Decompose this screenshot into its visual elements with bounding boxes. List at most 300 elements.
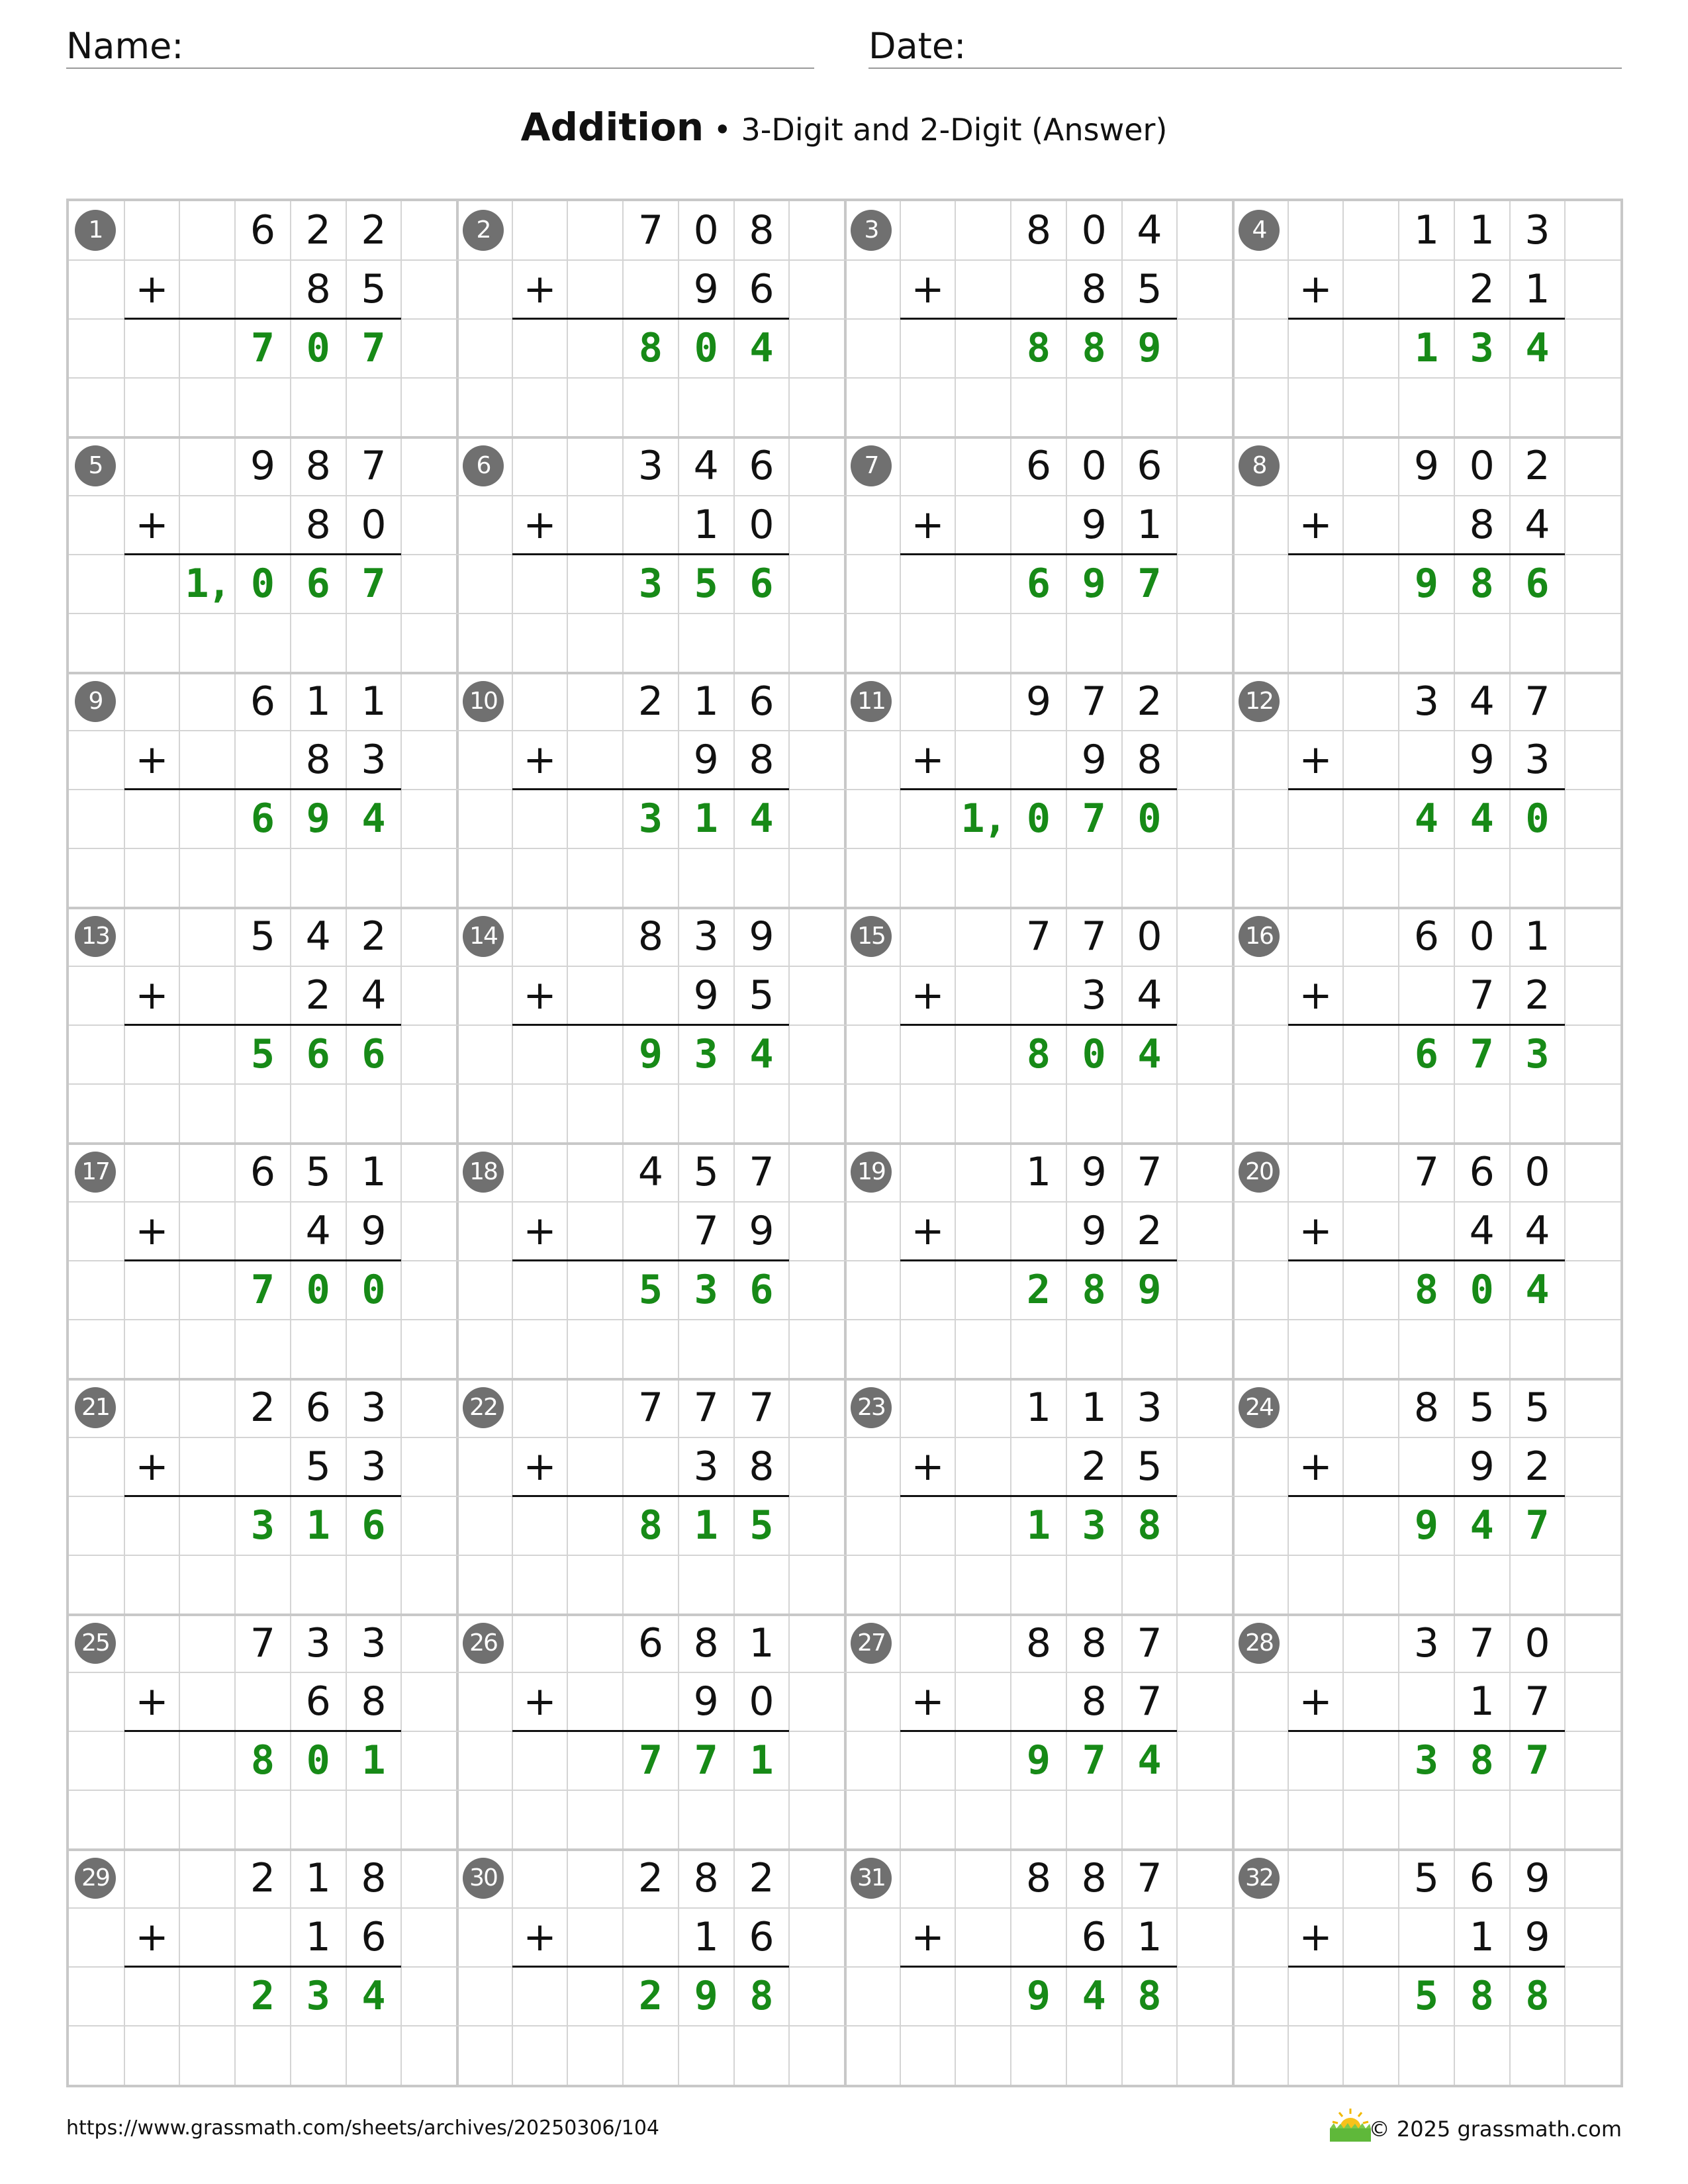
addend-top-digit: 0 [1524, 1619, 1550, 1666]
addend-top-digit: 5 [1413, 1855, 1440, 1902]
addend-top-digit: 7 [1081, 913, 1107, 960]
addend-top-digit: 6 [749, 442, 774, 489]
addend-top-digit: 1 [693, 678, 719, 725]
plus-sign: + [1299, 972, 1333, 1019]
plus-sign: + [911, 737, 945, 784]
addend-bottom-digit: 9 [749, 1207, 774, 1254]
answer-digit: 4 [749, 796, 774, 842]
answer-digit: 6 [749, 1266, 774, 1313]
answer-digit: 5 [1414, 1973, 1439, 2020]
answer-digit: 8 [1414, 1266, 1439, 1313]
plus-sign: + [1299, 737, 1333, 784]
answer-digit: 4 [1137, 1031, 1162, 1078]
title-separator: • [704, 112, 741, 148]
addend-top-digit: 7 [1469, 1619, 1495, 1666]
addend-top-digit: 8 [361, 1855, 387, 1902]
answer-digit: 8 [638, 1502, 663, 1549]
addend-bottom-digit: 1 [305, 1914, 331, 1961]
answer-digit: 7 [1525, 1502, 1550, 1549]
answer-comma: , [983, 796, 1008, 842]
addend-top-digit: 3 [1524, 207, 1550, 253]
addend-top-digit: 8 [1025, 207, 1052, 253]
addend-top-digit: 1 [1524, 913, 1550, 960]
addend-top-digit: 3 [1413, 678, 1440, 725]
addend-bottom-digit: 4 [361, 972, 387, 1019]
addend-bottom-digit: 9 [1469, 1443, 1495, 1490]
addend-bottom-digit: 2 [1081, 1443, 1107, 1490]
addend-bottom-digit: 8 [749, 737, 774, 784]
addend-bottom-digit: 5 [1137, 1443, 1162, 1490]
problem-number-badge: 26 [463, 1623, 504, 1664]
date-line[interactable] [868, 68, 1622, 69]
plus-sign: + [911, 1914, 945, 1961]
answer-digit: 8 [749, 1973, 774, 2020]
problem-number-badge: 9 [75, 681, 116, 722]
addend-top-digit: 6 [1469, 1149, 1495, 1195]
answer-digit: 7 [250, 1266, 275, 1313]
plus-sign: + [523, 1207, 557, 1254]
addend-top-digit: 6 [250, 1149, 276, 1195]
addend-top-digit: 0 [1524, 1149, 1550, 1195]
problem-number-badge: 7 [851, 445, 892, 486]
answer-digit: 8 [1137, 1502, 1162, 1549]
problem-number-badge: 25 [75, 1623, 116, 1664]
answer-digit: 8 [1082, 1266, 1106, 1313]
plus-sign: + [135, 265, 169, 312]
addend-bottom-digit: 7 [693, 1207, 719, 1254]
answer-digit: 3 [1525, 1031, 1550, 1078]
addend-top-digit: 6 [1413, 913, 1440, 960]
answer-digit: 4 [1470, 796, 1494, 842]
addend-bottom-digit: 9 [693, 265, 719, 312]
addend-bottom-digit: 5 [749, 972, 774, 1019]
answer-digit: 7 [694, 1737, 718, 1784]
plus-sign: + [1299, 1678, 1333, 1725]
answer-digit: 8 [1525, 1973, 1550, 2020]
answer-digit: 0 [306, 324, 330, 371]
problem-number-badge: 20 [1239, 1152, 1280, 1193]
addend-top-digit: 2 [305, 207, 331, 253]
addend-top-digit: 8 [693, 1619, 719, 1666]
page-title [0, 105, 1688, 150]
problem-number-badge: 11 [851, 681, 892, 722]
grass-sun-logo-icon [1326, 2107, 1375, 2144]
addend-top-digit: 3 [1137, 1384, 1162, 1431]
answer-digit: 0 [306, 1266, 330, 1313]
addend-top-digit: 1 [305, 678, 331, 725]
plus-sign: + [523, 501, 557, 548]
answer-digit: 5 [250, 1031, 275, 1078]
addend-bottom-digit: 4 [1524, 1207, 1550, 1254]
footer-copyright: © 2025 grassmath.com [1368, 2116, 1622, 2142]
addend-top-digit: 7 [250, 1619, 276, 1666]
worksheet-grid [66, 199, 1623, 2087]
addend-top-digit: 3 [693, 913, 719, 960]
addend-bottom-digit: 6 [749, 1914, 774, 1961]
answer-digit: 1 [694, 796, 718, 842]
addend-top-digit: 0 [1081, 207, 1107, 253]
addend-top-digit: 1 [1413, 207, 1440, 253]
addend-top-digit: 7 [637, 207, 664, 253]
addend-top-digit: 6 [1025, 442, 1052, 489]
addend-top-digit: 0 [1081, 442, 1107, 489]
plus-sign: + [1299, 501, 1333, 548]
addend-bottom-digit: 9 [1081, 737, 1107, 784]
answer-digit: 2 [638, 1973, 663, 2020]
answer-digit: 6 [1026, 560, 1051, 607]
addend-top-digit: 5 [305, 1149, 331, 1195]
addend-top-digit: 9 [1413, 442, 1440, 489]
addend-top-digit: 7 [1137, 1149, 1162, 1195]
answer-digit: 9 [1414, 1502, 1439, 1549]
addend-bottom-digit: 1 [693, 1914, 719, 1961]
addend-top-digit: 1 [1025, 1384, 1052, 1431]
answer-digit: 3 [638, 560, 663, 607]
answer-digit: 6 [250, 796, 275, 842]
answer-digit: 5 [694, 560, 718, 607]
addend-bottom-digit: 8 [1469, 501, 1495, 548]
addend-bottom-digit: 7 [1469, 972, 1495, 1019]
problem-number-badge: 19 [851, 1152, 892, 1193]
answer-digit: 7 [1525, 1737, 1550, 1784]
answer-digit: 8 [638, 324, 663, 371]
plus-sign: + [523, 1914, 557, 1961]
addend-bottom-digit: 2 [305, 972, 331, 1019]
answer-digit: 1 [1414, 324, 1439, 371]
problem-number-badge: 32 [1239, 1858, 1280, 1899]
addend-top-digit: 2 [361, 913, 387, 960]
addend-top-digit: 6 [305, 1384, 331, 1431]
addend-bottom-digit: 2 [1524, 972, 1550, 1019]
answer-digit: 2 [1026, 1266, 1051, 1313]
addend-bottom-digit: 9 [1081, 501, 1107, 548]
answer-digit: 3 [250, 1502, 275, 1549]
answer-digit: 7 [1137, 560, 1162, 607]
addend-bottom-digit: 8 [305, 501, 331, 548]
addend-bottom-digit: 3 [361, 737, 387, 784]
addend-top-digit: 8 [693, 1855, 719, 1902]
addend-top-digit: 1 [305, 1855, 331, 1902]
answer-digit: 2 [250, 1973, 275, 2020]
answer-digit: 9 [694, 1973, 718, 2020]
name-label: Name: [66, 25, 184, 67]
answer-digit: 4 [361, 1973, 386, 2020]
answer-digit: 3 [638, 796, 663, 842]
addend-bottom-digit: 1 [1137, 501, 1162, 548]
addend-top-digit: 0 [693, 207, 719, 253]
addend-top-digit: 6 [1469, 1855, 1495, 1902]
addend-top-digit: 1 [361, 1149, 387, 1195]
addend-bottom-digit: 9 [1081, 1207, 1107, 1254]
addend-bottom-digit: 3 [1081, 972, 1107, 1019]
addend-top-digit: 7 [637, 1384, 664, 1431]
answer-digit: 0 [306, 1737, 330, 1784]
addend-bottom-digit: 4 [1469, 1207, 1495, 1254]
problem-number-badge: 29 [75, 1858, 116, 1899]
addend-bottom-digit: 8 [1081, 265, 1107, 312]
answer-digit: 4 [1525, 1266, 1550, 1313]
addend-bottom-digit: 6 [749, 265, 774, 312]
answer-digit: 8 [1137, 1973, 1162, 2020]
addend-top-digit: 8 [637, 913, 664, 960]
problem-number-badge: 17 [75, 1152, 116, 1193]
plus-sign: + [135, 501, 169, 548]
addend-top-digit: 1 [749, 1619, 774, 1666]
answer-digit: 9 [638, 1031, 663, 1078]
addend-top-digit: 8 [1025, 1619, 1052, 1666]
problem-number-badge: 13 [75, 916, 116, 957]
addend-top-digit: 3 [361, 1384, 387, 1431]
plus-sign: + [523, 1443, 557, 1490]
addend-top-digit: 6 [1137, 442, 1162, 489]
addend-bottom-digit: 9 [1524, 1914, 1550, 1961]
addend-top-digit: 8 [1081, 1855, 1107, 1902]
problem-number-badge: 10 [463, 681, 504, 722]
answer-digit: 1 [1026, 1502, 1051, 1549]
addend-top-digit: 2 [250, 1384, 276, 1431]
problem-number-badge: 1 [75, 210, 116, 251]
addend-top-digit: 0 [1137, 913, 1162, 960]
answer-digit: 7 [250, 324, 275, 371]
addend-bottom-digit: 8 [305, 265, 331, 312]
addend-bottom-digit: 5 [361, 265, 387, 312]
footer-url[interactable]: https://www.grassmath.com/sheets/archives/20250306/104 [66, 2116, 660, 2140]
addend-bottom-digit: 0 [749, 1678, 774, 1725]
answer-digit: 6 [306, 560, 330, 607]
name-line[interactable] [66, 68, 814, 69]
plus-sign: + [911, 1207, 945, 1254]
addend-bottom-digit: 9 [693, 972, 719, 1019]
answer-digit: 9 [1414, 560, 1439, 607]
addend-top-digit: 6 [250, 207, 276, 253]
addend-top-digit: 1 [1469, 207, 1495, 253]
plus-sign: + [135, 972, 169, 1019]
answer-digit: 6 [361, 1031, 386, 1078]
problem-number-badge: 30 [463, 1858, 504, 1899]
problem-number-badge: 6 [463, 445, 504, 486]
plus-sign: + [1299, 1914, 1333, 1961]
plus-sign: + [911, 1443, 945, 1490]
answer-digit: 1 [185, 560, 209, 607]
addend-top-digit: 2 [250, 1855, 276, 1902]
answer-digit: 8 [1470, 1973, 1494, 2020]
addend-bottom-digit: 8 [305, 737, 331, 784]
problem-number-badge: 24 [1239, 1387, 1280, 1428]
addend-top-digit: 4 [693, 442, 719, 489]
addend-bottom-digit: 2 [1137, 1207, 1162, 1254]
answer-digit: 3 [306, 1973, 330, 2020]
addend-bottom-digit: 2 [1469, 265, 1495, 312]
addend-top-digit: 7 [1524, 678, 1550, 725]
addend-bottom-digit: 1 [693, 501, 719, 548]
addend-top-digit: 4 [1469, 678, 1495, 725]
plus-sign: + [911, 972, 945, 1019]
answer-digit: 0 [1026, 796, 1051, 842]
problem-number-badge: 28 [1239, 1623, 1280, 1664]
problem-number-badge: 21 [75, 1387, 116, 1428]
answer-digit: 8 [1470, 560, 1494, 607]
answer-digit: 0 [1525, 796, 1550, 842]
addend-top-digit: 7 [693, 1384, 719, 1431]
addend-bottom-digit: 1 [1524, 265, 1550, 312]
addend-bottom-digit: 3 [1524, 737, 1550, 784]
addend-top-digit: 0 [1469, 442, 1495, 489]
addend-top-digit: 2 [1524, 442, 1550, 489]
plus-sign: + [911, 501, 945, 548]
answer-digit: 4 [1525, 324, 1550, 371]
addend-top-digit: 6 [250, 678, 276, 725]
answer-digit: 3 [1470, 324, 1494, 371]
addend-bottom-digit: 5 [305, 1443, 331, 1490]
addend-bottom-digit: 8 [1137, 737, 1162, 784]
plus-sign: + [523, 265, 557, 312]
addend-top-digit: 7 [749, 1384, 774, 1431]
answer-digit: 4 [1082, 1973, 1106, 2020]
problem-number-badge: 3 [851, 210, 892, 251]
answer-digit: 4 [749, 1031, 774, 1078]
addend-top-digit: 5 [250, 913, 276, 960]
addend-bottom-digit: 5 [1137, 265, 1162, 312]
plus-sign: + [135, 737, 169, 784]
problem-number-badge: 16 [1239, 916, 1280, 957]
addend-bottom-digit: 6 [361, 1914, 387, 1961]
addend-bottom-digit: 4 [305, 1207, 331, 1254]
addend-top-digit: 5 [1524, 1384, 1550, 1431]
addend-bottom-digit: 4 [1524, 501, 1550, 548]
addend-top-digit: 7 [749, 1149, 774, 1195]
addend-top-digit: 3 [361, 1619, 387, 1666]
answer-digit: 8 [250, 1737, 275, 1784]
addend-top-digit: 1 [361, 678, 387, 725]
answer-digit: 7 [361, 560, 386, 607]
plus-sign: + [135, 1914, 169, 1961]
answer-digit: 8 [1026, 324, 1051, 371]
addend-top-digit: 8 [749, 207, 774, 253]
answer-digit: 7 [361, 324, 386, 371]
answer-digit: 3 [1414, 1737, 1439, 1784]
answer-digit: 0 [1470, 1266, 1494, 1313]
problem-number-badge: 31 [851, 1858, 892, 1899]
answer-digit: 1 [961, 796, 985, 842]
answer-digit: 6 [361, 1502, 386, 1549]
problem-number-badge: 27 [851, 1623, 892, 1664]
addend-bottom-digit: 1 [1469, 1914, 1495, 1961]
addend-top-digit: 7 [1137, 1619, 1162, 1666]
addend-bottom-digit: 2 [1524, 1443, 1550, 1490]
addend-bottom-digit: 9 [1469, 737, 1495, 784]
plus-sign: + [135, 1443, 169, 1490]
answer-digit: 7 [1470, 1031, 1494, 1078]
answer-digit: 9 [1137, 324, 1162, 371]
plus-sign: + [911, 265, 945, 312]
addend-top-digit: 6 [637, 1619, 664, 1666]
addend-top-digit: 2 [361, 207, 387, 253]
plus-sign: + [1299, 1207, 1333, 1254]
answer-digit: 7 [1082, 796, 1106, 842]
answer-digit: 9 [1137, 1266, 1162, 1313]
addend-bottom-digit: 3 [361, 1443, 387, 1490]
answer-comma: , [207, 560, 232, 607]
title-subtitle: 3-Digit and 2-Digit (Answer) [741, 112, 1168, 148]
problem-number-badge: 4 [1239, 210, 1280, 251]
addend-top-digit: 4 [637, 1149, 664, 1195]
answer-digit: 9 [306, 796, 330, 842]
plus-sign: + [1299, 1443, 1333, 1490]
addend-top-digit: 9 [1025, 678, 1052, 725]
addend-top-digit: 3 [305, 1619, 331, 1666]
addend-top-digit: 3 [637, 442, 664, 489]
answer-digit: 0 [361, 1266, 386, 1313]
addend-top-digit: 0 [1469, 913, 1495, 960]
addend-top-digit: 3 [1413, 1619, 1440, 1666]
answer-digit: 4 [1137, 1737, 1162, 1784]
answer-digit: 4 [361, 796, 386, 842]
plus-sign: + [135, 1207, 169, 1254]
date-label: Date: [868, 25, 966, 67]
addend-bottom-digit: 6 [305, 1678, 331, 1725]
addend-top-digit: 7 [1137, 1855, 1162, 1902]
problem-number-badge: 2 [463, 210, 504, 251]
addend-top-digit: 7 [361, 442, 387, 489]
answer-digit: 5 [749, 1502, 774, 1549]
answer-digit: 1 [749, 1737, 774, 1784]
answer-digit: 0 [1137, 796, 1162, 842]
plus-sign: + [1299, 265, 1333, 312]
answer-digit: 0 [694, 324, 718, 371]
answer-digit: 9 [1082, 560, 1106, 607]
addend-top-digit: 7 [1025, 913, 1052, 960]
problem-number-badge: 23 [851, 1387, 892, 1428]
addend-top-digit: 8 [1025, 1855, 1052, 1902]
answer-digit: 1 [361, 1737, 386, 1784]
answer-digit: 6 [749, 560, 774, 607]
addend-top-digit: 8 [1081, 1619, 1107, 1666]
addend-top-digit: 1 [1025, 1149, 1052, 1195]
answer-digit: 8 [1082, 324, 1106, 371]
answer-digit: 6 [306, 1031, 330, 1078]
addend-top-digit: 4 [1137, 207, 1162, 253]
answer-digit: 0 [1082, 1031, 1106, 1078]
problem-number-badge: 18 [463, 1152, 504, 1193]
addend-bottom-digit: 0 [749, 501, 774, 548]
plus-sign: + [135, 1678, 169, 1725]
addend-bottom-digit: 8 [749, 1443, 774, 1490]
addend-top-digit: 2 [1137, 678, 1162, 725]
addend-top-digit: 1 [1081, 1384, 1107, 1431]
answer-digit: 8 [1026, 1031, 1051, 1078]
answer-digit: 9 [1026, 1973, 1051, 2020]
answer-digit: 7 [638, 1737, 663, 1784]
addend-bottom-digit: 6 [1081, 1914, 1107, 1961]
plus-sign: + [523, 972, 557, 1019]
answer-digit: 9 [1026, 1737, 1051, 1784]
plus-sign: + [911, 1678, 945, 1725]
answer-digit: 4 [1470, 1502, 1494, 1549]
addend-top-digit: 8 [305, 442, 331, 489]
addend-bottom-digit: 4 [1137, 972, 1162, 1019]
addend-bottom-digit: 1 [1469, 1678, 1495, 1725]
addend-top-digit: 2 [637, 1855, 664, 1902]
addend-bottom-digit: 9 [693, 1678, 719, 1725]
addend-top-digit: 8 [1413, 1384, 1440, 1431]
plus-sign: + [523, 737, 557, 784]
plus-sign: + [523, 1678, 557, 1725]
answer-digit: 3 [694, 1031, 718, 1078]
answer-digit: 7 [1082, 1737, 1106, 1784]
answer-digit: 3 [1082, 1502, 1106, 1549]
addend-bottom-digit: 8 [361, 1678, 387, 1725]
answer-digit: 6 [1414, 1031, 1439, 1078]
